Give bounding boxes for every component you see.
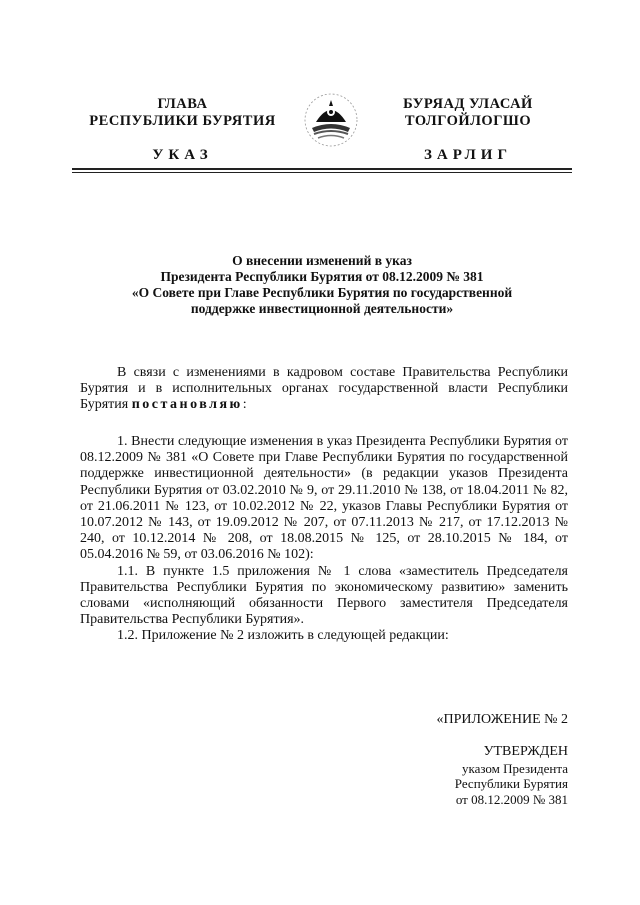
- intro-paragraph: [80, 365, 568, 414]
- header-divider-thin: [72, 172, 572, 173]
- header-right-line2: ТОЛГОЙЛОГШО: [404, 113, 532, 129]
- appendix-label: «ПРИЛОЖЕНИЕ № 2: [436, 712, 568, 727]
- document-title: [72, 253, 572, 317]
- header-left-line1: ГЛАВА: [157, 96, 208, 112]
- approval-line3: от 08.12.2009 № 381: [455, 791, 568, 807]
- title-line3: «О Совете при Главе Республики Бурятия по государственной: [131, 285, 513, 300]
- header-left: [80, 96, 285, 164]
- decree-word: постановляю: [131, 397, 243, 413]
- header-divider: [72, 168, 572, 170]
- item-1-1-text: 1.1. В пункте 1.5 приложения № 1 слова «заместитель Председателя Правительства Республики Бурятия по экономическому развитию» заменить словами «исполняющий обязанности Первого заместителя Председателя Правительства Республики Бурятия».: [80, 563, 568, 628]
- header-right: [368, 96, 568, 164]
- approval-block: [455, 744, 568, 807]
- header-left-type: УКАЗ: [152, 147, 213, 163]
- header-right-type: ЗАРЛИГ: [423, 147, 513, 163]
- item-1-paragraph: [80, 434, 568, 645]
- title-line4: поддержке инвестиционной деятельности»: [190, 301, 454, 316]
- item-1-2-text: 1.2. Приложение № 2 изложить в следующей редакции:: [117, 628, 449, 644]
- intro-tail: :: [242, 397, 247, 413]
- header-right-line1: БУРЯАД УЛАСАЙ: [403, 96, 533, 112]
- approval-line1: указом Президента: [461, 760, 568, 776]
- item-1-text: 1. Внести следующие изменения в указ Президента Республики Бурятия от 08.12.2009 № 381 «О Совете при Главе Республики Бурятия по государственной поддержке инвестиционной деятельности» (в редакции указов Президента Республики Бурятия от 03.02.2010 № 9, от 29.11.2010 № 138, от 18.04.2011 № 82, от 21.06.2011 № 123, от 10.02.2012 № 22, указов Главы Республики Бурятия от 10.07.2012 № 143, от 19.09.2012 № 207, от 07.11.2013 № 217, от 17.12.2013 № 240, от 10.12.2014 № 208, от 18.08.2015 № 125, от 28.10.2015 № 184, от 05.04.2016 № 59, от 03.06.2016 № 102):: [80, 434, 568, 563]
- title-line2: Президента Республики Бурятия от 08.12.2009 № 381: [160, 269, 484, 284]
- intro-text: В связи с изменениями в кадровом составе Правительства Республики Бурятия и в исполнительных органах государственной власти Республики Бурятия: [80, 365, 568, 413]
- approved-heading: УТВЕРЖДЕН: [483, 744, 568, 759]
- header-left-line2: РЕСПУБЛИКИ БУРЯТИЯ: [89, 113, 276, 129]
- buryatia-coat-of-arms-icon: [302, 92, 360, 148]
- approval-line2: Республики Бурятия: [454, 776, 568, 791]
- title-line1: О внесении изменений в указ: [232, 253, 412, 268]
